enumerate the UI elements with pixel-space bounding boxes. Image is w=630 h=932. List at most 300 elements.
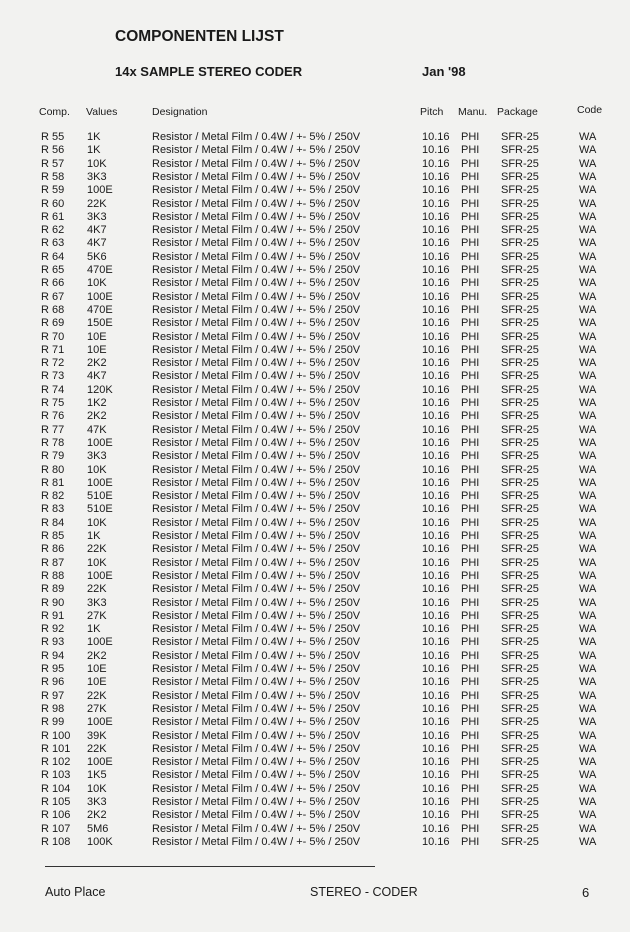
value-cell: 1K — [87, 623, 101, 636]
manu-cell: PHI — [461, 649, 480, 662]
package-cell: SFR-25 — [501, 144, 539, 157]
value-cell: 100K — [87, 835, 113, 848]
pitch-cell: 10.16 — [422, 583, 450, 596]
comp-cell: R 106 — [41, 809, 71, 822]
package-cell: SFR-25 — [501, 676, 539, 689]
comp-cell: R 94 — [41, 649, 65, 662]
manu-cell: PHI — [461, 702, 480, 715]
pitch-cell: 10.16 — [422, 303, 450, 316]
comp-cell: R 74 — [41, 383, 65, 396]
designation-cell: Resistor / Metal Film / 0.4W / +- 5% / 250V — [152, 237, 361, 250]
designation-cell: Resistor / Metal Film / 0.4W / +- 5% / 250V — [152, 676, 361, 689]
comp-cell: R 57 — [41, 157, 65, 170]
package-cell: SFR-25 — [501, 516, 539, 529]
designation-cell: Resistor / Metal Film / 0.4W / +- 5% / 250V — [152, 649, 361, 662]
code-cell: WA — [579, 383, 597, 396]
comp-cell: R 102 — [41, 756, 71, 769]
manu-cell: PHI — [461, 543, 480, 556]
value-cell: 10E — [87, 343, 107, 356]
package-cell: SFR-25 — [501, 303, 539, 316]
document-subtitle: 14x SAMPLE STEREO CODER — [115, 64, 303, 79]
comp-cell: R 107 — [41, 822, 71, 835]
code-cell: WA — [579, 370, 597, 383]
package-cell: SFR-25 — [501, 476, 539, 489]
value-cell: 10E — [87, 663, 107, 675]
code-cell: WA — [579, 330, 597, 343]
designation-cell: Resistor / Metal Film / 0.4W / +- 5% / 250V — [152, 822, 361, 835]
comp-cell: R 104 — [41, 782, 71, 795]
value-cell: 1K — [87, 530, 101, 542]
page-number: 6 — [582, 885, 590, 900]
value-cell: 2K2 — [87, 410, 107, 423]
package-cell: SFR-25 — [501, 131, 539, 143]
designation-cell: Resistor / Metal Film / 0.4W / +- 5% / 250V — [152, 596, 361, 609]
document-date: Jan '98 — [422, 64, 466, 79]
package-cell: SFR-25 — [501, 410, 539, 423]
designation-cell: Resistor / Metal Film / 0.4W / +- 5% / 250V — [152, 197, 361, 210]
code-cell: WA — [579, 583, 597, 596]
designation-cell: Resistor / Metal Film / 0.4W / +- 5% / 250V — [152, 756, 361, 769]
designation-cell: Resistor / Metal Film / 0.4W / +- 5% / 250V — [152, 583, 361, 596]
value-cell: 3K3 — [87, 210, 107, 223]
comp-cell: R 98 — [41, 702, 65, 715]
manu-cell: PHI — [461, 782, 480, 795]
pitch-cell: 10.16 — [422, 490, 450, 503]
designation-cell: Resistor / Metal Film / 0.4W / +- 5% / 250V — [152, 250, 361, 263]
manu-cell: PHI — [461, 569, 480, 582]
pitch-cell: 10.16 — [422, 397, 450, 409]
code-cell: WA — [579, 649, 597, 662]
pitch-cell: 10.16 — [422, 144, 450, 157]
pitch-cell: 10.16 — [422, 170, 450, 183]
package-cell: SFR-25 — [501, 264, 539, 276]
manu-cell: PHI — [461, 383, 480, 396]
code-cell: WA — [579, 596, 597, 609]
value-cell: 100E — [87, 476, 113, 489]
pitch-cell: 10.16 — [422, 556, 450, 569]
code-cell: WA — [579, 423, 597, 436]
pitch-cell: 10.16 — [422, 716, 450, 729]
value-cell: 10K — [87, 463, 107, 476]
package-cell: SFR-25 — [501, 490, 539, 503]
pitch-cell: 10.16 — [422, 835, 450, 848]
designation-cell: Resistor / Metal Film / 0.4W / +- 5% / 250V — [152, 569, 361, 582]
manu-cell: PHI — [461, 583, 480, 596]
manu-cell: PHI — [461, 157, 480, 170]
code-cell: WA — [579, 277, 597, 290]
pitch-cell: 10.16 — [422, 476, 450, 489]
code-cell: WA — [579, 543, 597, 556]
pitch-cell: 10.16 — [422, 649, 450, 662]
package-cell: SFR-25 — [501, 782, 539, 795]
pitch-cell: 10.16 — [422, 663, 450, 675]
manu-cell: PHI — [461, 370, 480, 383]
package-cell: SFR-25 — [501, 423, 539, 436]
designation-cell: Resistor / Metal Film / 0.4W / +- 5% / 250V — [152, 463, 361, 476]
comp-cell: R 60 — [41, 197, 65, 210]
code-cell: WA — [579, 210, 597, 223]
designation-cell: Resistor / Metal Film / 0.4W / +- 5% / 250V — [152, 729, 361, 742]
comp-cell: R 93 — [41, 636, 65, 649]
designation-cell: Resistor / Metal Film / 0.4W / +- 5% / 250V — [152, 317, 361, 330]
value-cell: 10K — [87, 556, 107, 569]
pitch-cell: 10.16 — [422, 742, 450, 755]
code-cell: WA — [579, 636, 597, 649]
manu-cell: PHI — [461, 436, 480, 449]
package-cell: SFR-25 — [501, 357, 539, 370]
pitch-cell: 10.16 — [422, 769, 450, 782]
package-cell: SFR-25 — [501, 237, 539, 250]
package-cell: SFR-25 — [501, 689, 539, 702]
comp-cell: R 101 — [41, 742, 71, 755]
code-cell: WA — [579, 343, 597, 356]
manu-cell: PHI — [461, 769, 480, 782]
package-cell: SFR-25 — [501, 796, 539, 808]
pitch-cell: 10.16 — [422, 131, 450, 143]
manu-cell: PHI — [461, 317, 480, 330]
pitch-cell: 10.16 — [422, 503, 450, 516]
manu-cell: PHI — [461, 636, 480, 649]
pitch-cell: 10.16 — [422, 822, 450, 835]
code-cell: WA — [579, 476, 597, 489]
value-cell: 100E — [87, 436, 113, 449]
package-cell: SFR-25 — [501, 330, 539, 343]
manu-cell: PHI — [461, 596, 480, 609]
value-cell: 2K2 — [87, 649, 107, 662]
designation-cell: Resistor / Metal Film / 0.4W / +- 5% / 250V — [152, 503, 361, 516]
pitch-cell: 10.16 — [422, 237, 450, 250]
footer-center: STEREO - CODER — [310, 885, 418, 899]
code-cell: WA — [579, 197, 597, 210]
pitch-cell: 10.16 — [422, 796, 450, 808]
pitch-cell: 10.16 — [422, 370, 450, 383]
value-cell: 47K — [87, 423, 107, 436]
designation-cell: Resistor / Metal Film / 0.4W / +- 5% / 250V — [152, 131, 361, 143]
manu-cell: PHI — [461, 716, 480, 729]
value-cell: 22K — [87, 197, 107, 210]
value-cell: 510E — [87, 490, 113, 503]
code-cell: WA — [579, 503, 597, 516]
comp-cell: R 66 — [41, 277, 65, 290]
designation-cell: Resistor / Metal Film / 0.4W / +- 5% / 250V — [152, 264, 361, 276]
designation-cell: Resistor / Metal Film / 0.4W / +- 5% / 250V — [152, 436, 361, 449]
package-cell: SFR-25 — [501, 250, 539, 263]
designation-cell: Resistor / Metal Film / 0.4W / +- 5% / 250V — [152, 290, 361, 303]
code-cell: WA — [579, 410, 597, 423]
pitch-cell: 10.16 — [422, 516, 450, 529]
pitch-cell: 10.16 — [422, 224, 450, 237]
pitch-cell: 10.16 — [422, 290, 450, 303]
manu-cell: PHI — [461, 516, 480, 529]
value-cell: 10E — [87, 676, 107, 689]
comp-cell: R 62 — [41, 224, 65, 237]
manu-cell: PHI — [461, 237, 480, 250]
pitch-cell: 10.16 — [422, 809, 450, 822]
column-header-designation: Designation — [152, 106, 208, 118]
column-header-package: Package — [497, 106, 538, 118]
comp-cell: R 86 — [41, 543, 65, 556]
value-cell: 3K3 — [87, 596, 107, 609]
comp-cell: R 81 — [41, 476, 65, 489]
package-cell: SFR-25 — [501, 835, 539, 848]
value-cell: 100E — [87, 184, 113, 197]
package-cell: SFR-25 — [501, 729, 539, 742]
manu-cell: PHI — [461, 835, 480, 848]
pitch-cell: 10.16 — [422, 157, 450, 170]
pitch-cell: 10.16 — [422, 729, 450, 742]
pitch-cell: 10.16 — [422, 357, 450, 370]
comp-cell: R 61 — [41, 210, 65, 223]
package-cell: SFR-25 — [501, 716, 539, 729]
designation-cell: Resistor / Metal Film / 0.4W / +- 5% / 250V — [152, 224, 361, 237]
code-cell: WA — [579, 224, 597, 237]
package-cell: SFR-25 — [501, 569, 539, 582]
value-cell: 22K — [87, 689, 107, 702]
code-cell: WA — [579, 569, 597, 582]
package-cell: SFR-25 — [501, 742, 539, 755]
package-cell: SFR-25 — [501, 436, 539, 449]
code-cell: WA — [579, 756, 597, 769]
manu-cell: PHI — [461, 476, 480, 489]
designation-cell: Resistor / Metal Film / 0.4W / +- 5% / 250V — [152, 157, 361, 170]
column-header-code: Code — [577, 104, 603, 116]
designation-cell: Resistor / Metal Film / 0.4W / +- 5% / 250V — [152, 782, 361, 795]
package-cell: SFR-25 — [501, 649, 539, 662]
code-cell: WA — [579, 742, 597, 755]
code-cell: WA — [579, 290, 597, 303]
package-cell: SFR-25 — [501, 317, 539, 330]
pitch-cell: 10.16 — [422, 277, 450, 290]
pitch-cell: 10.16 — [422, 756, 450, 769]
manu-cell: PHI — [461, 809, 480, 822]
pitch-cell: 10.16 — [422, 184, 450, 197]
designation-cell: Resistor / Metal Film / 0.4W / +- 5% / 250V — [152, 543, 361, 556]
designation-cell: Resistor / Metal Film / 0.4W / +- 5% / 250V — [152, 397, 361, 409]
pitch-cell: 10.16 — [422, 410, 450, 423]
package-cell: SFR-25 — [501, 543, 539, 556]
comp-cell: R 100 — [41, 729, 71, 742]
pitch-cell: 10.16 — [422, 543, 450, 556]
designation-cell: Resistor / Metal Film / 0.4W / +- 5% / 250V — [152, 303, 361, 316]
value-cell: 10E — [87, 330, 107, 343]
manu-cell: PHI — [461, 676, 480, 689]
code-cell: WA — [579, 317, 597, 330]
code-cell: WA — [579, 516, 597, 529]
package-cell: SFR-25 — [501, 556, 539, 569]
comp-cell: R 87 — [41, 556, 65, 569]
value-cell: 22K — [87, 742, 107, 755]
manu-cell: PHI — [461, 170, 480, 183]
designation-cell: Resistor / Metal Film / 0.4W / +- 5% / 250V — [152, 410, 361, 423]
code-cell: WA — [579, 556, 597, 569]
designation-cell: Resistor / Metal Film / 0.4W / +- 5% / 250V — [152, 516, 361, 529]
value-cell: 10K — [87, 782, 107, 795]
manu-cell: PHI — [461, 742, 480, 755]
pitch-cell: 10.16 — [422, 689, 450, 702]
value-cell: 100E — [87, 636, 113, 649]
manu-cell: PHI — [461, 410, 480, 423]
manu-cell: PHI — [461, 264, 480, 276]
pitch-cell: 10.16 — [422, 210, 450, 223]
comp-cell: R 97 — [41, 689, 65, 702]
value-cell: 5K6 — [87, 250, 107, 263]
value-cell: 3K3 — [87, 796, 107, 808]
package-cell: SFR-25 — [501, 702, 539, 715]
designation-cell: Resistor / Metal Film / 0.4W / +- 5% / 250V — [152, 343, 361, 356]
code-cell: WA — [579, 450, 597, 463]
package-cell: SFR-25 — [501, 809, 539, 822]
column-header-pitch: Pitch — [420, 106, 444, 118]
designation-cell: Resistor / Metal Film / 0.4W / +- 5% / 250V — [152, 809, 361, 822]
comp-cell: R 76 — [41, 410, 65, 423]
comp-cell: R 68 — [41, 303, 65, 316]
value-cell: 27K — [87, 702, 107, 715]
comp-cell: R 79 — [41, 450, 65, 463]
package-cell: SFR-25 — [501, 822, 539, 835]
designation-cell: Resistor / Metal Film / 0.4W / +- 5% / 250V — [152, 210, 361, 223]
code-cell: WA — [579, 716, 597, 729]
value-cell: 2K2 — [87, 357, 107, 370]
manu-cell: PHI — [461, 423, 480, 436]
package-cell: SFR-25 — [501, 157, 539, 170]
comp-cell: R 63 — [41, 237, 65, 250]
comp-cell: R 78 — [41, 436, 65, 449]
designation-cell: Resistor / Metal Film / 0.4W / +- 5% / 250V — [152, 689, 361, 702]
manu-cell: PHI — [461, 330, 480, 343]
pitch-cell: 10.16 — [422, 383, 450, 396]
comp-cell: R 96 — [41, 676, 65, 689]
designation-cell: Resistor / Metal Film / 0.4W / +- 5% / 250V — [152, 423, 361, 436]
manu-cell: PHI — [461, 210, 480, 223]
code-cell: WA — [579, 769, 597, 782]
pitch-cell: 10.16 — [422, 623, 450, 636]
manu-cell: PHI — [461, 131, 480, 143]
manu-cell: PHI — [461, 343, 480, 356]
value-cell: 1K5 — [87, 769, 107, 782]
designation-cell: Resistor / Metal Film / 0.4W / +- 5% / 250V — [152, 357, 361, 370]
pitch-cell: 10.16 — [422, 676, 450, 689]
designation-cell: Resistor / Metal Film / 0.4W / +- 5% / 250V — [152, 556, 361, 569]
code-cell: WA — [579, 729, 597, 742]
code-cell: WA — [579, 264, 597, 276]
package-cell: SFR-25 — [501, 609, 539, 622]
designation-cell: Resistor / Metal Film / 0.4W / +- 5% / 250V — [152, 796, 361, 808]
pitch-cell: 10.16 — [422, 197, 450, 210]
designation-cell: Resistor / Metal Film / 0.4W / +- 5% / 250V — [152, 330, 361, 343]
manu-cell: PHI — [461, 463, 480, 476]
comp-cell: R 88 — [41, 569, 65, 582]
pitch-cell: 10.16 — [422, 569, 450, 582]
comp-cell: R 84 — [41, 516, 65, 529]
pitch-cell: 10.16 — [422, 782, 450, 795]
comp-cell: R 83 — [41, 503, 65, 516]
package-cell: SFR-25 — [501, 210, 539, 223]
package-cell: SFR-25 — [501, 636, 539, 649]
code-cell: WA — [579, 623, 597, 636]
value-cell: 22K — [87, 583, 107, 596]
designation-cell: Resistor / Metal Film / 0.4W / +- 5% / 250V — [152, 835, 361, 848]
comp-cell: R 95 — [41, 663, 65, 675]
package-cell: SFR-25 — [501, 756, 539, 769]
code-cell: WA — [579, 303, 597, 316]
comp-cell: R 58 — [41, 170, 65, 183]
package-cell: SFR-25 — [501, 170, 539, 183]
manu-cell: PHI — [461, 144, 480, 157]
manu-cell: PHI — [461, 530, 480, 542]
comp-cell: R 73 — [41, 370, 65, 383]
pitch-cell: 10.16 — [422, 264, 450, 276]
value-cell: 10K — [87, 516, 107, 529]
value-cell: 10K — [87, 157, 107, 170]
manu-cell: PHI — [461, 663, 480, 675]
comp-cell: R 71 — [41, 343, 65, 356]
package-cell: SFR-25 — [501, 184, 539, 197]
value-cell: 2K2 — [87, 809, 107, 822]
package-cell: SFR-25 — [501, 290, 539, 303]
value-cell: 39K — [87, 729, 107, 742]
package-cell: SFR-25 — [501, 503, 539, 516]
code-cell: WA — [579, 436, 597, 449]
designation-cell: Resistor / Metal Film / 0.4W / +- 5% / 250V — [152, 476, 361, 489]
pitch-cell: 10.16 — [422, 530, 450, 542]
designation-cell: Resistor / Metal Film / 0.4W / +- 5% / 250V — [152, 184, 361, 197]
designation-cell: Resistor / Metal Film / 0.4W / +- 5% / 250V — [152, 370, 361, 383]
manu-cell: PHI — [461, 184, 480, 197]
manu-cell: PHI — [461, 822, 480, 835]
designation-cell: Resistor / Metal Film / 0.4W / +- 5% / 250V — [152, 716, 361, 729]
comp-cell: R 64 — [41, 250, 65, 263]
code-cell: WA — [579, 609, 597, 622]
comp-cell: R 92 — [41, 623, 65, 636]
manu-cell: PHI — [461, 729, 480, 742]
code-cell: WA — [579, 170, 597, 183]
code-cell: WA — [579, 796, 597, 808]
manu-cell: PHI — [461, 450, 480, 463]
comp-cell: R 65 — [41, 264, 65, 276]
pitch-cell: 10.16 — [422, 423, 450, 436]
manu-cell: PHI — [461, 623, 480, 636]
manu-cell: PHI — [461, 224, 480, 237]
manu-cell: PHI — [461, 290, 480, 303]
value-cell: 4K7 — [87, 237, 107, 250]
comp-cell: R 89 — [41, 583, 65, 596]
code-cell: WA — [579, 397, 597, 409]
code-cell: WA — [579, 702, 597, 715]
designation-cell: Resistor / Metal Film / 0.4W / +- 5% / 250V — [152, 702, 361, 715]
code-cell: WA — [579, 809, 597, 822]
designation-cell: Resistor / Metal Film / 0.4W / +- 5% / 250V — [152, 277, 361, 290]
code-cell: WA — [579, 131, 597, 143]
comp-cell: R 72 — [41, 357, 65, 370]
designation-cell: Resistor / Metal Film / 0.4W / +- 5% / 250V — [152, 170, 361, 183]
package-cell: SFR-25 — [501, 197, 539, 210]
manu-cell: PHI — [461, 277, 480, 290]
manu-cell: PHI — [461, 250, 480, 263]
comp-cell: R 69 — [41, 317, 65, 330]
value-cell: 5M6 — [87, 822, 109, 835]
code-cell: WA — [579, 237, 597, 250]
manu-cell: PHI — [461, 556, 480, 569]
package-cell: SFR-25 — [501, 530, 539, 542]
comp-cell: R 99 — [41, 716, 65, 729]
comp-cell: R 67 — [41, 290, 65, 303]
package-cell: SFR-25 — [501, 397, 539, 409]
package-cell: SFR-25 — [501, 343, 539, 356]
package-cell: SFR-25 — [501, 224, 539, 237]
code-cell: WA — [579, 689, 597, 702]
designation-cell: Resistor / Metal Film / 0.4W / +- 5% / 250V — [152, 663, 361, 675]
code-cell: WA — [579, 822, 597, 835]
